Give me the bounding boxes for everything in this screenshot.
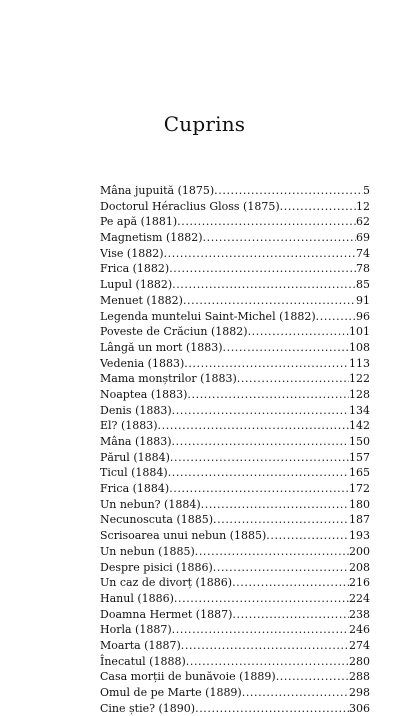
toc-entry-title: Un caz de divorț (1886) [100, 576, 233, 590]
toc-entry [100, 371, 370, 387]
toc-dot-leader [164, 246, 357, 262]
toc-entry-page: 101 [349, 325, 370, 339]
toc-entry [100, 450, 370, 466]
toc-entry-title: Pe apă (1881) [100, 215, 178, 229]
toc-entry-title: Părul (1884) [100, 450, 170, 464]
toc-entry [100, 214, 370, 230]
toc-entry-page: 208 [349, 560, 370, 574]
toc-entry [100, 324, 370, 340]
toc-entry-title: Denis (1883) [100, 403, 172, 417]
toc-entry-page: 193 [349, 529, 370, 543]
toc-entry-page: 69 [356, 231, 370, 245]
toc-entry [100, 654, 370, 670]
page-title: Cuprins [163, 112, 246, 136]
toc-dot-leader [223, 340, 349, 356]
toc-dot-leader [170, 450, 349, 466]
toc-entry-title: Doctorul Héraclius Gloss (1875) [100, 199, 280, 213]
toc-entry [100, 199, 370, 215]
toc-entry-page: 288 [349, 670, 370, 684]
toc-entry [100, 591, 370, 607]
toc-dot-leader [169, 261, 356, 277]
toc-entry-page: 5 [363, 184, 370, 197]
toc-entry-page: 74 [356, 246, 370, 260]
toc-entry-page: 306 [349, 701, 370, 715]
toc-entry-page: 108 [349, 340, 370, 354]
toc-dot-leader [201, 497, 349, 513]
toc-entry-title: Despre pisici (1886) [100, 560, 213, 574]
toc-entry-title: Înecatul (1888) [100, 654, 186, 668]
toc-entry [100, 340, 370, 356]
toc-dot-leader [172, 277, 356, 293]
toc-dot-leader [280, 199, 356, 215]
toc-entry-title: Cine știe? (1890) [100, 701, 196, 715]
toc-entry [100, 277, 370, 293]
toc-dot-leader [237, 371, 349, 387]
toc-entry [100, 230, 370, 246]
toc-entry-title: Lângă un mort (1883) [100, 340, 223, 354]
toc-entry-title: Vise (1882) [100, 246, 164, 260]
toc-entry-page: 150 [349, 435, 370, 448]
toc-entry-title: Casa morții de bunăvoie (1889) [100, 670, 276, 684]
toc-dot-leader [184, 356, 349, 372]
toc-dot-leader [195, 701, 349, 716]
toc-entry-title: Necunoscuta (1885) [100, 513, 214, 527]
toc-dot-leader [186, 654, 349, 670]
toc-entry-page: 298 [349, 686, 370, 699]
toc-entry-page: 113 [349, 356, 370, 370]
toc-entry [100, 246, 370, 262]
toc-dot-leader [187, 387, 349, 403]
toc-entry [100, 293, 370, 309]
toc-entry-title: Frica (1884) [100, 482, 170, 496]
toc-entry [100, 575, 370, 591]
toc-entry-title: Moarta (1887) [100, 638, 181, 652]
toc-dot-leader [242, 685, 349, 701]
toc-entry [100, 560, 370, 576]
toc-entry [100, 497, 370, 513]
toc-entry [100, 356, 370, 372]
toc-entry-title: Lupul (1882) [100, 278, 173, 292]
toc-entry-title: Un nebun (1885) [100, 544, 195, 558]
toc-entry-title: Poveste de Crăciun (1882) [100, 325, 248, 339]
toc-entry [100, 418, 370, 434]
toc-entry-title: Un nebun? (1884) [100, 497, 201, 511]
toc-entry-page: 200 [349, 544, 370, 558]
toc-entry-title: Mama monștrilor (1883) [100, 372, 237, 386]
toc-entry [100, 544, 370, 560]
toc-entry-page: 134 [349, 403, 370, 417]
toc-entry-page: 187 [349, 513, 370, 527]
toc-entry-page: 128 [349, 387, 370, 401]
toc-entry-title: Mâna jupuită (1875) [100, 184, 215, 197]
toc-entry [100, 465, 370, 481]
toc-entry-title: Scrisoarea unui nebun (1885) [100, 529, 267, 543]
toc-entry-title: Menuet (1882) [100, 293, 183, 307]
toc-entry [100, 434, 370, 450]
toc-entry [100, 528, 370, 544]
toc-entry-page: 62 [356, 215, 370, 229]
toc-entry [100, 669, 370, 685]
toc-entry-page: 238 [349, 607, 370, 621]
toc-entry-title: El? (1883) [100, 419, 158, 433]
toc-dot-leader [195, 544, 349, 560]
toc-dot-leader [168, 465, 349, 481]
toc-dot-leader [177, 214, 356, 230]
toc-entry-page: 157 [349, 450, 370, 464]
toc-entry [100, 183, 370, 199]
toc-entry [100, 638, 370, 654]
toc-entry-title: Vedenia (1883) [100, 356, 185, 370]
toc-entry [100, 512, 370, 528]
toc-entry [100, 622, 370, 638]
toc-entry-title: Horla (1887) [100, 623, 172, 637]
toc-dot-leader [276, 669, 349, 685]
toc-entry-page: 122 [349, 372, 370, 386]
toc-entry-title: Omul de pe Marte (1889) [100, 686, 242, 699]
toc-entry [100, 387, 370, 403]
toc-entry-page: 12 [356, 199, 370, 213]
toc-entry-page: 165 [349, 466, 370, 480]
toc-entry-page: 142 [349, 419, 370, 433]
toc-entry-page: 91 [356, 293, 370, 307]
toc-entry-title: Doamna Hermet (1887) [100, 607, 233, 621]
toc-entry-page: 96 [356, 309, 370, 323]
toc-entry [100, 701, 370, 716]
toc-dot-leader [248, 324, 349, 340]
toc-dot-leader [214, 183, 363, 199]
toc-dot-leader [232, 607, 349, 623]
toc-entry-page: 224 [349, 591, 370, 605]
toc-entry-title: Mâna (1883) [100, 435, 172, 448]
toc-dot-leader [266, 528, 349, 544]
toc-entry [100, 261, 370, 277]
toc-dot-leader [172, 622, 349, 638]
toc-dot-leader [316, 309, 356, 325]
toc-entry-title: Magnetism (1882) [100, 231, 203, 245]
toc-entry-page: 180 [349, 497, 370, 511]
toc-dot-leader [213, 560, 349, 576]
toc-dot-leader [174, 591, 349, 607]
toc-entry-title: Noaptea (1883) [100, 387, 188, 401]
toc-entry-title: Frica (1882) [100, 262, 170, 276]
toc-dot-leader [183, 293, 356, 309]
toc-entry-page: 85 [356, 278, 370, 292]
toc-entry-page: 246 [349, 623, 370, 637]
toc-dot-leader [203, 230, 356, 246]
toc-entry [100, 481, 370, 497]
toc-entry-page: 172 [349, 482, 370, 496]
toc-entry-title: Ticul (1884) [100, 466, 168, 480]
toc-dot-leader [158, 418, 349, 434]
table-of-contents [100, 183, 370, 716]
toc-entry-title: Legenda muntelui Saint-Michel (1882) [100, 309, 316, 323]
toc-entry [100, 607, 370, 623]
toc-dot-leader [181, 638, 349, 654]
toc-dot-leader [213, 512, 349, 528]
toc-entry-page: 280 [349, 654, 370, 668]
toc-entry [100, 309, 370, 325]
toc-entry-title: Hanul (1886) [100, 591, 174, 605]
toc-dot-leader [169, 481, 349, 497]
toc-dot-leader [172, 434, 349, 450]
toc-entry-page: 216 [349, 576, 370, 590]
toc-entry-page: 78 [356, 262, 370, 276]
toc-entry [100, 403, 370, 419]
toc-dot-leader [172, 403, 349, 419]
toc-dot-leader [232, 575, 349, 591]
toc-entry-page: 274 [349, 638, 370, 652]
toc-entry [100, 685, 370, 701]
